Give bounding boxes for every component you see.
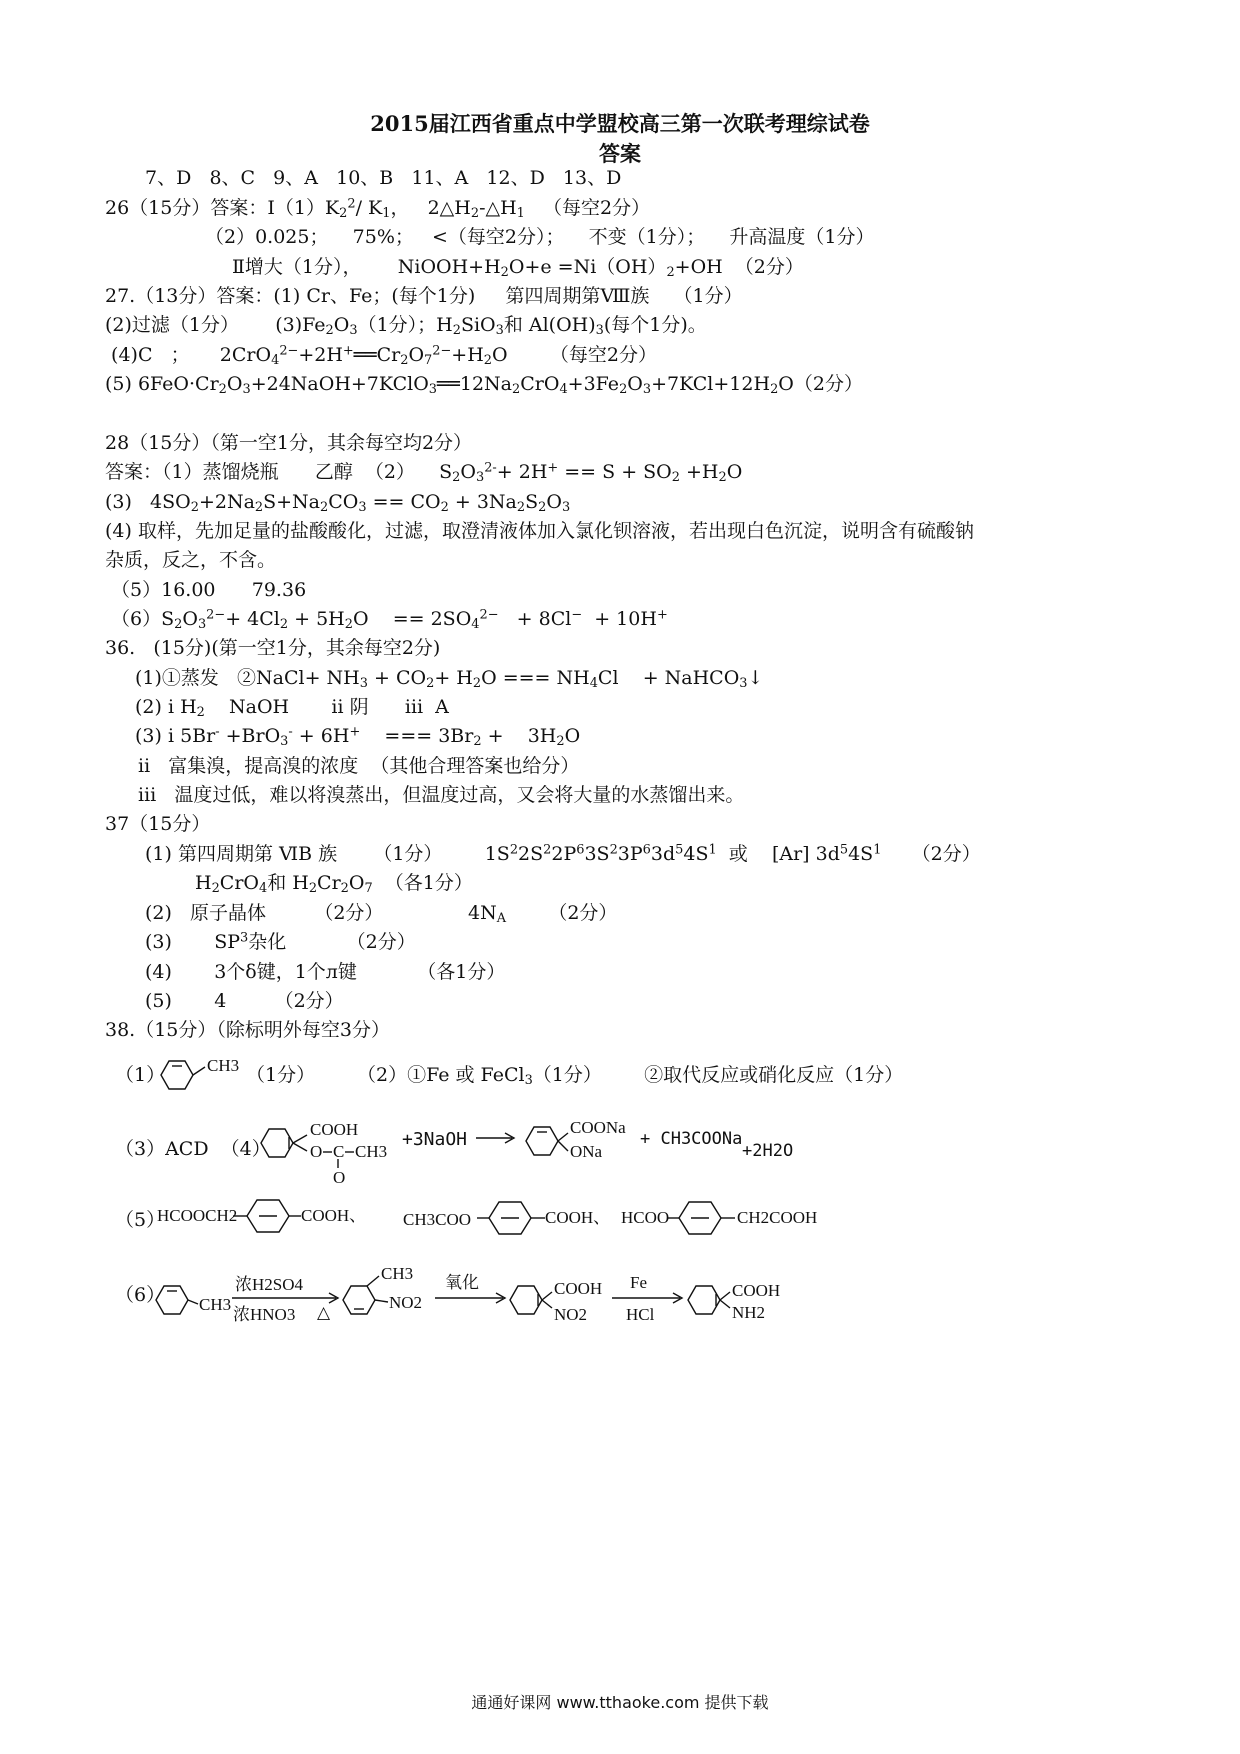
q28-line3: (3) $4SO_2+2Na_2S+Na_2CO_3 == CO_2 + 3Na_2S_2O_3$ xyxy=(105,491,571,516)
coona-label: COONa xyxy=(570,1118,626,1137)
condition-fe: Fe xyxy=(630,1273,647,1292)
ester-o-label: O xyxy=(310,1142,323,1161)
coona-bond xyxy=(558,1133,568,1141)
nitrotoluene-ring xyxy=(343,1286,375,1314)
sodium-acetate-label: + CH3COONa xyxy=(640,1129,743,1149)
aminobenzoic-ring xyxy=(688,1286,720,1314)
q37-line4: (2) 原子晶体 （2分） $4N_A$ （2分） xyxy=(145,902,618,927)
amino-bond xyxy=(720,1300,730,1308)
nh2-label: NH2 xyxy=(732,1303,766,1322)
toluene-ring xyxy=(156,1286,188,1314)
cooh-bond xyxy=(542,1292,552,1300)
ester-bond xyxy=(293,1143,307,1151)
aspirin-structure xyxy=(255,1115,405,1185)
q26-line1: 26（15分）答案：$Ⅰ(1)K_2^2/$ $K_1$， $2\triangle H_2-\triangle H_1$ （每空2分） xyxy=(105,196,651,222)
mc-answers: 7、D 8、C 9、A 10、B 11、A 12、D 13、D xyxy=(145,167,622,189)
water-label: +2H2O xyxy=(742,1141,794,1161)
q38-line1: 38.（15分）（除标明外每空3分） xyxy=(105,1019,390,1041)
paper-subtitle: 答案 xyxy=(599,141,641,166)
q28-line6: （5）16.00 79.36 xyxy=(105,579,307,601)
reaction-arrow-1 xyxy=(472,1128,522,1148)
q26-line3: Ⅱ增大（1分）， $NiOOH+H_2O+e =Ni(OH)_2+OH$ （2分） xyxy=(232,256,804,281)
q37-line5: (3) $SP^3$杂化 （2分） xyxy=(145,930,416,953)
ch3-label: CH3 xyxy=(199,1295,232,1314)
methyl-bond xyxy=(367,1276,379,1286)
q37-line2: (1) 第四周期第 ⅥB 族 （1分） $1S^22S^22P^63S^23P^63d^54S^1$ 或 [Ar] $3d^54S^1$ （2分） xyxy=(145,842,981,865)
cooh-bond xyxy=(293,1135,307,1143)
isomer2-right: COOH、 xyxy=(545,1208,611,1227)
no2-label: NO2 xyxy=(389,1293,423,1312)
q38-p5-label: （5） xyxy=(115,1209,166,1231)
q38-p6-label: （6） xyxy=(115,1284,166,1306)
methyl-bond xyxy=(188,1300,198,1304)
ch3-label: CH3 xyxy=(355,1142,388,1161)
heat-symbol: △ xyxy=(317,1303,331,1322)
toluene-structure xyxy=(155,1053,250,1097)
q26-line2: （2）0.025； 75%； <（每空2分）； 不变（1分）； 升高温度（1分） xyxy=(205,226,875,248)
benzene-ring xyxy=(526,1127,558,1155)
methyl-bond xyxy=(193,1067,205,1075)
q27-line3: (4)C ； $2CrO_4^{2-}+2H^+══Cr_2O_7^{2-}+H_2O$ （每空2分） xyxy=(105,343,657,369)
naoh-label: +3NaOH xyxy=(402,1129,468,1150)
q27-line1: 27.（13分）答案：(1) Cr、Fe；(每个1分) 第四周期第Ⅷ族 （1分） xyxy=(105,285,743,307)
paper-title: 2015届江西省重点中学盟校高三第一次联考理综试卷 xyxy=(370,111,870,136)
q38-p1-score: （1分） xyxy=(246,1064,316,1086)
q38-p3-label: （3）ACD （4） xyxy=(115,1138,271,1160)
q27-line4: (5) $6FeO\cdot Cr_2O_3+24NaOH+7KClO_3══12Na_2CrO_4+3Fe_2O_3+7KCl+12H_2O(2$分） xyxy=(105,373,863,398)
isomer1-right: COOH、 xyxy=(301,1206,367,1225)
q36-line1: 36. (15分)(第一空1分，其余每空2分) xyxy=(105,637,441,659)
cooh-label: COOH xyxy=(554,1279,603,1298)
isomer-structures xyxy=(155,1193,835,1243)
nitro-bond xyxy=(542,1300,552,1308)
cooh-label: COOH xyxy=(310,1120,359,1139)
q28-line4: (4) 取样，先加足量的盐酸酸化，过滤，取澄清液体加入氯化钡溶液，若出现白色沉淀，说明含有硫酸钠 xyxy=(105,520,974,542)
carbonyl-o-label: O xyxy=(333,1168,346,1187)
carbonyl-c-label: C xyxy=(333,1142,345,1161)
condition-h2so4: 浓H2SO4 xyxy=(235,1275,304,1294)
q38-p1-label: （1） xyxy=(115,1064,166,1086)
ona-bond xyxy=(558,1141,568,1151)
q36-line2: (1)①蒸发 ②NaCl+ $NH_3 + CO_2+ H_2O$ === $NH_4Cl$ + NaHCO$_3$↓ xyxy=(135,667,764,692)
synthesis-route xyxy=(150,1262,810,1338)
q37-line3: $H_2CrO_4$和 $H_2Cr_2O_7$ （各1分） xyxy=(195,872,473,897)
nitrobenzoic-ring xyxy=(510,1286,542,1314)
cooh-label: COOH xyxy=(732,1281,781,1300)
q27-line2: (2)过滤（1分） $(3)Fe_2O_3(1$分）；$H_2SiO_3$和 $Al(OH)_3$(每个1分)。 xyxy=(105,314,707,339)
ch3-label: CH3 xyxy=(207,1056,240,1075)
ch3-label: CH3 xyxy=(381,1264,414,1283)
footer-credit: 通通好课网 www.tthaoke.com 提供下载 xyxy=(471,1693,769,1712)
q37-line7: (5) 4 （2分） xyxy=(145,990,344,1012)
condition-oxidation: 氧化 xyxy=(445,1273,479,1292)
isomer3-right: CH2COOH xyxy=(737,1208,818,1227)
isomer1-left: HCOOCH2 xyxy=(157,1206,238,1225)
q37-line1: 37（15分） xyxy=(105,813,211,835)
q28-line7: $(6)S_2O_3^{2-}+ 4Cl_2 + 5H_2O$ == $2SO_4^{2-} + 8Cl^- + 10H^+$ xyxy=(105,607,668,633)
q28-line2: 答案：（1）蒸馏烧瓶 乙醇 （2） $S_2O_3^{2-}+ 2H^+ == S + SO_2 +H_2O$ xyxy=(105,460,743,486)
q36-line5: ⅱ 富集溴，提高溴的浓度 （其他合理答案也给分） xyxy=(138,755,580,777)
no2-label: NO2 xyxy=(554,1305,588,1324)
q28-line1: 28（15分）（第一空1分，其余每空均2分） xyxy=(105,432,473,454)
condition-hno3: 浓HNO3 xyxy=(233,1305,296,1324)
q38-p2: （2）①Fe 或 FeCl$_3$（1分） ②取代反应或硝化反应（1分） xyxy=(357,1064,904,1089)
cooh-bond xyxy=(720,1292,730,1300)
isomer2-left: CH3COO xyxy=(403,1210,472,1229)
q37-line6: (4) 3个δ键，1个л键 （各1分） xyxy=(145,961,506,983)
benzene-ring xyxy=(261,1129,293,1157)
nitro-bond xyxy=(375,1300,388,1302)
isomer3-left: HCOO xyxy=(621,1208,670,1227)
q28-line5: 杂质，反之，不含。 xyxy=(105,549,277,571)
salicylate-structure xyxy=(520,1113,640,1169)
q36-line3: (2) ⅰ $H_2$ NaOH ⅱ 阴 ⅲ A xyxy=(135,696,449,721)
condition-hcl: HCl xyxy=(626,1305,655,1324)
q36-line4: (3) ⅰ 5Br- +BrO$_3$- + 6H+ === $3Br_2$ + $3H_2O$ xyxy=(135,724,581,750)
q36-line6: ⅲ 温度过低，难以将溴蒸出，但温度过高，又会将大量的水蒸馏出来。 xyxy=(138,784,745,806)
ona-label: ONa xyxy=(570,1142,603,1161)
benzene-ring xyxy=(161,1061,193,1089)
